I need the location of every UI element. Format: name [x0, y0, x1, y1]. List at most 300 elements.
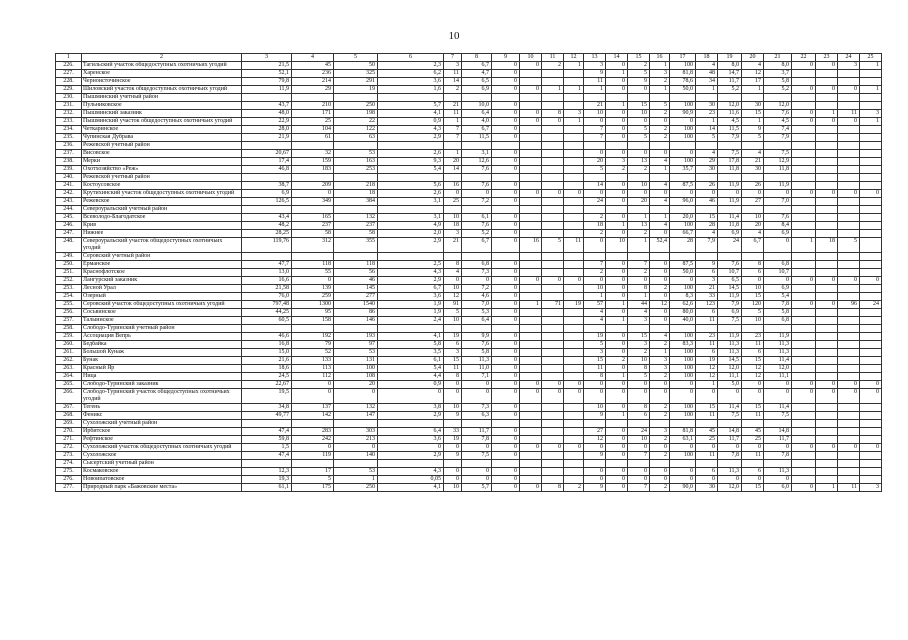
table-cell: 242	[292, 436, 334, 444]
table-cell: 137	[292, 404, 334, 412]
table-cell	[564, 285, 584, 293]
table-cell: 12,0	[718, 484, 742, 492]
table-cell	[628, 460, 650, 468]
table-cell: 91	[444, 301, 462, 309]
table-cell: 0	[520, 62, 542, 70]
table-cell: 12	[584, 436, 606, 444]
table-cell: 0	[742, 444, 764, 452]
table-cell	[792, 134, 816, 142]
table-cell	[564, 341, 584, 349]
table-cell: 3	[628, 317, 650, 325]
table-cell: 11,9	[718, 333, 742, 341]
table-cell	[520, 404, 542, 412]
row-number: 267.	[56, 404, 82, 412]
table-cell: 53	[334, 150, 378, 158]
table-cell	[378, 142, 444, 150]
table-cell: 0	[718, 190, 742, 198]
table-cell: 5	[650, 102, 670, 110]
table-cell: 1	[650, 86, 670, 94]
table-cell	[542, 102, 564, 110]
table-row	[56, 365, 882, 373]
table-cell: 0	[606, 110, 628, 118]
table-cell	[838, 325, 860, 333]
table-cell	[860, 476, 882, 484]
table-cell: 24	[628, 428, 650, 436]
table-cell: 4	[650, 158, 670, 166]
table-cell: 27	[742, 198, 764, 206]
table-cell: 147	[334, 412, 378, 420]
table-cell: 6	[628, 412, 650, 420]
area-name: Рефтинское	[82, 436, 242, 444]
table-cell	[542, 261, 564, 269]
table-cell: 0	[492, 198, 520, 206]
table-cell	[838, 134, 860, 142]
table-cell: 1	[650, 62, 670, 70]
table-row	[56, 126, 882, 134]
row-number: 274.	[56, 460, 82, 468]
table-cell: 2	[650, 134, 670, 142]
table-cell: 209	[292, 182, 334, 190]
table-cell: 3,6	[378, 436, 444, 444]
area-name: Лангурский заказник	[82, 277, 242, 285]
table-cell	[838, 317, 860, 325]
table-cell: 6,4	[462, 317, 492, 325]
table-cell	[564, 182, 584, 190]
table-cell: 12,0	[764, 102, 792, 110]
table-cell: 9	[444, 452, 462, 460]
table-cell: 53	[334, 468, 378, 476]
table-cell: 11,6	[718, 110, 742, 118]
table-cell: 83,3	[670, 341, 696, 349]
table-cell	[670, 325, 696, 333]
table-cell: 12	[696, 373, 718, 381]
row-number: 239.	[56, 166, 82, 174]
table-cell: 0	[816, 118, 838, 126]
table-cell: 0	[838, 190, 860, 198]
table-cell	[520, 285, 542, 293]
area-name: Слободо-Туринский заказник	[82, 381, 242, 389]
table-cell: 7,0	[764, 198, 792, 206]
table-cell	[334, 206, 378, 214]
table-cell: 5	[838, 238, 860, 253]
table-cell	[520, 126, 542, 134]
table-cell: 7,5	[764, 412, 792, 420]
table-cell: 16	[444, 182, 462, 190]
table-cell: 0	[492, 118, 520, 126]
table-cell: 183	[292, 166, 334, 174]
table-cell: 7	[584, 134, 606, 142]
table-cell	[520, 174, 542, 182]
table-cell: 0	[492, 134, 520, 142]
column-number: 17	[670, 54, 696, 62]
table-cell	[860, 94, 882, 102]
table-cell	[860, 341, 882, 349]
table-cell: 6	[742, 349, 764, 357]
table-cell	[742, 420, 764, 428]
table-cell: 0	[670, 476, 696, 484]
table-cell: 0	[492, 452, 520, 460]
table-cell: 12	[742, 70, 764, 78]
table-cell	[542, 309, 564, 317]
table-cell	[838, 412, 860, 420]
table-cell: 76,0	[242, 293, 292, 301]
table-cell: 15	[742, 484, 764, 492]
table-cell: 142	[292, 412, 334, 420]
table-cell	[816, 412, 838, 420]
table-row	[56, 230, 882, 238]
table-cell: 0	[606, 484, 628, 492]
table-cell: 47,4	[242, 428, 292, 436]
table-cell: 1	[564, 62, 584, 70]
table-cell: 18	[334, 190, 378, 198]
table-cell: 0	[492, 70, 520, 78]
table-cell: 3	[860, 484, 882, 492]
table-cell	[564, 317, 584, 325]
table-cell	[520, 468, 542, 476]
table-cell: 5	[628, 134, 650, 142]
table-cell: 18	[444, 222, 462, 230]
table-cell	[542, 253, 564, 261]
area-name: Сухоложский учетный район	[82, 420, 242, 428]
table-cell: 14	[584, 182, 606, 190]
row-number: 265.	[56, 381, 82, 389]
area-name: Пышминский участок общедоступных охотничьих угодий	[82, 118, 242, 126]
table-cell	[860, 317, 882, 325]
table-cell: 0	[650, 468, 670, 476]
table-cell	[860, 420, 882, 428]
table-row	[56, 357, 882, 365]
table-cell: 0	[492, 293, 520, 301]
table-cell	[564, 333, 584, 341]
table-cell	[334, 420, 378, 428]
column-number: 8	[462, 54, 492, 62]
table-cell: 90,9	[670, 110, 696, 118]
table-cell: 0	[564, 381, 584, 389]
table-cell: 7,6	[462, 166, 492, 174]
table-cell: 0	[670, 118, 696, 126]
table-cell: 132	[334, 404, 378, 412]
table-cell	[860, 293, 882, 301]
table-cell: 2,5	[378, 261, 444, 269]
table-cell: 0	[584, 277, 606, 285]
table-row	[56, 389, 882, 404]
table-cell	[564, 261, 584, 269]
table-cell: 6,5	[718, 277, 742, 285]
table-cell: 4,7	[462, 70, 492, 78]
table-cell	[542, 182, 564, 190]
table-cell: 0	[444, 277, 462, 285]
table-cell: 11,3	[764, 349, 792, 357]
table-cell: 8	[542, 110, 564, 118]
table-cell: 7,6	[764, 214, 792, 222]
table-cell: 104	[292, 126, 334, 134]
table-cell	[564, 468, 584, 476]
table-cell	[838, 142, 860, 150]
table-cell: 0	[742, 190, 764, 198]
table-cell: 46,8	[242, 166, 292, 174]
table-cell: 30	[696, 102, 718, 110]
table-cell: 10	[444, 285, 462, 293]
table-cell: 1	[742, 86, 764, 94]
row-number: 252.	[56, 277, 82, 285]
table-cell	[242, 142, 292, 150]
table-cell	[838, 158, 860, 166]
table-cell	[816, 182, 838, 190]
table-cell: 1	[606, 317, 628, 325]
table-cell	[334, 253, 378, 261]
table-cell: 0	[444, 190, 462, 198]
table-cell	[792, 230, 816, 238]
area-name: Сухоложское	[82, 452, 242, 460]
table-cell: 0	[520, 118, 542, 126]
table-cell: 140	[334, 452, 378, 460]
table-cell	[564, 134, 584, 142]
table-cell	[462, 325, 492, 333]
table-cell	[816, 452, 838, 460]
table-cell: 6,7	[462, 62, 492, 70]
table-cell: 253	[334, 166, 378, 174]
table-cell: 1	[606, 301, 628, 309]
table-cell: 87,5	[670, 261, 696, 269]
table-cell	[606, 460, 628, 468]
row-number: 232.	[56, 110, 82, 118]
table-cell: 3	[650, 357, 670, 365]
table-cell: 11	[838, 110, 860, 118]
table-cell	[520, 102, 542, 110]
table-cell: 100	[670, 62, 696, 70]
table-cell: 0	[764, 190, 792, 198]
table-cell: 10	[444, 317, 462, 325]
table-cell: 2	[584, 269, 606, 277]
table-row	[56, 70, 882, 78]
table-cell: 46,6	[242, 333, 292, 341]
table-cell: 0	[606, 341, 628, 349]
table-cell: 33	[696, 293, 718, 301]
table-cell	[542, 468, 564, 476]
table-cell: 22,9	[242, 118, 292, 126]
table-cell	[334, 142, 378, 150]
table-cell: 8	[542, 484, 564, 492]
table-cell: 0	[492, 404, 520, 412]
table-cell: 0	[584, 150, 606, 158]
table-cell	[838, 94, 860, 102]
table-cell: 10	[628, 357, 650, 365]
table-row	[56, 134, 882, 142]
row-number: 255.	[56, 301, 82, 309]
row-number: 276.	[56, 476, 82, 484]
table-cell	[564, 102, 584, 110]
row-number: 250.	[56, 261, 82, 269]
table-cell	[542, 349, 564, 357]
table-cell	[378, 253, 444, 261]
table-cell: 11,4	[764, 404, 792, 412]
table-cell: 0	[542, 381, 564, 389]
table-cell: 52,4	[650, 238, 670, 253]
table-cell	[542, 142, 564, 150]
table-cell: 90,0	[670, 484, 696, 492]
table-cell: 20	[628, 198, 650, 206]
table-cell: 0	[792, 86, 816, 94]
table-cell: 4,6	[462, 293, 492, 301]
table-cell: 0	[628, 190, 650, 198]
table-cell: 0	[492, 365, 520, 373]
table-cell	[628, 253, 650, 261]
row-number: 263.	[56, 365, 82, 373]
area-name: Озерный	[82, 293, 242, 301]
table-cell: 7,2	[462, 285, 492, 293]
area-name: Сысертский учетный район	[82, 460, 242, 468]
table-cell	[444, 206, 462, 214]
table-cell	[542, 357, 564, 365]
table-row	[56, 78, 882, 86]
table-cell: 11,5	[718, 126, 742, 134]
table-cell	[520, 198, 542, 206]
column-number: 7	[444, 54, 462, 62]
table-cell	[520, 134, 542, 142]
table-cell: 0,05	[378, 476, 444, 484]
table-cell	[242, 206, 292, 214]
table-cell	[520, 428, 542, 436]
row-number: 241.	[56, 182, 82, 190]
table-cell: 21,5	[242, 62, 292, 70]
table-cell: 0	[492, 317, 520, 325]
table-cell: 2	[628, 230, 650, 238]
table-cell	[792, 253, 816, 261]
table-cell: 7,8	[462, 436, 492, 444]
table-cell	[520, 166, 542, 174]
table-row	[56, 102, 882, 110]
table-cell	[860, 428, 882, 436]
table-cell	[838, 365, 860, 373]
table-cell: 163	[334, 158, 378, 166]
column-number: 24	[838, 54, 860, 62]
table-cell: 0	[606, 476, 628, 484]
table-cell	[606, 174, 628, 182]
table-cell: 46	[334, 277, 378, 285]
table-cell: 3	[650, 428, 670, 436]
table-cell	[542, 317, 564, 325]
table-cell: 0	[696, 476, 718, 484]
table-cell: 0	[838, 444, 860, 452]
table-cell: 11,0	[462, 365, 492, 373]
table-cell	[718, 94, 742, 102]
table-cell: 24	[584, 198, 606, 206]
table-cell: 0	[492, 261, 520, 269]
table-cell: 4,9	[378, 222, 444, 230]
table-cell: 0	[650, 118, 670, 126]
table-cell	[816, 476, 838, 484]
table-cell: 118	[334, 261, 378, 269]
table-cell: 2	[650, 436, 670, 444]
table-cell: 2	[606, 357, 628, 365]
table-cell	[520, 150, 542, 158]
table-cell	[860, 468, 882, 476]
table-cell: 0	[650, 444, 670, 452]
table-cell: 48,2	[242, 222, 292, 230]
table-cell: 12	[650, 301, 670, 309]
table-cell	[838, 357, 860, 365]
table-cell: 1	[696, 118, 718, 126]
row-number: 266.	[56, 389, 82, 404]
table-cell: 6,4	[378, 428, 444, 436]
table-cell: 0	[628, 381, 650, 389]
table-cell	[584, 174, 606, 182]
area-name: Бедбайка	[82, 341, 242, 349]
table-cell: 0	[542, 118, 564, 126]
table-cell: 0	[792, 444, 816, 452]
table-cell: 0	[742, 389, 764, 404]
table-cell	[838, 78, 860, 86]
table-cell	[292, 325, 334, 333]
table-cell	[564, 158, 584, 166]
table-cell	[816, 142, 838, 150]
table-cell: 0	[650, 190, 670, 198]
row-number: 229.	[56, 86, 82, 94]
table-cell	[542, 325, 564, 333]
area-name: Новоипатовское	[82, 476, 242, 484]
table-cell	[816, 253, 838, 261]
table-cell: 10,0	[462, 102, 492, 110]
table-cell: 16	[520, 238, 542, 253]
table-cell: 11,3	[718, 349, 742, 357]
table-cell: 9,9	[462, 333, 492, 341]
table-cell: 1,9	[378, 301, 444, 309]
table-cell: 0	[764, 381, 792, 389]
table-cell	[564, 166, 584, 174]
table-row	[56, 309, 882, 317]
row-number: 240.	[56, 174, 82, 182]
table-cell: 20,0	[670, 214, 696, 222]
table-cell: 250	[334, 484, 378, 492]
table-cell: 1	[816, 484, 838, 492]
row-number: 264.	[56, 373, 82, 381]
row-number: 253.	[56, 285, 82, 293]
table-cell: 5,3	[462, 309, 492, 317]
table-cell: 0	[492, 301, 520, 309]
table-cell: 11,8	[718, 222, 742, 230]
table-cell: 0	[606, 452, 628, 460]
table-cell: 0	[492, 150, 520, 158]
table-cell	[816, 214, 838, 222]
table-row	[56, 110, 882, 118]
table-cell	[542, 341, 564, 349]
table-cell	[838, 214, 860, 222]
table-cell	[292, 142, 334, 150]
table-cell: 48,0	[242, 110, 292, 118]
table-cell: 21,58	[242, 285, 292, 293]
table-cell: 4,1	[378, 110, 444, 118]
row-number: 231.	[56, 102, 82, 110]
table-cell	[564, 357, 584, 365]
table-cell: 10	[444, 214, 462, 222]
table-cell: 3,6	[378, 293, 444, 301]
table-row	[56, 484, 882, 492]
row-number: 277.	[56, 484, 82, 492]
table-cell: 18,6	[242, 365, 292, 373]
table-cell: 0	[650, 269, 670, 277]
table-cell	[520, 436, 542, 444]
table-cell: 0	[606, 293, 628, 301]
table-cell	[860, 349, 882, 357]
table-cell	[860, 230, 882, 238]
table-cell: 0	[718, 476, 742, 484]
table-cell: 6	[742, 269, 764, 277]
table-cell	[860, 174, 882, 182]
table-cell	[242, 94, 292, 102]
table-cell: 4,4	[378, 373, 444, 381]
table-cell	[542, 214, 564, 222]
row-number: 262.	[56, 357, 82, 365]
